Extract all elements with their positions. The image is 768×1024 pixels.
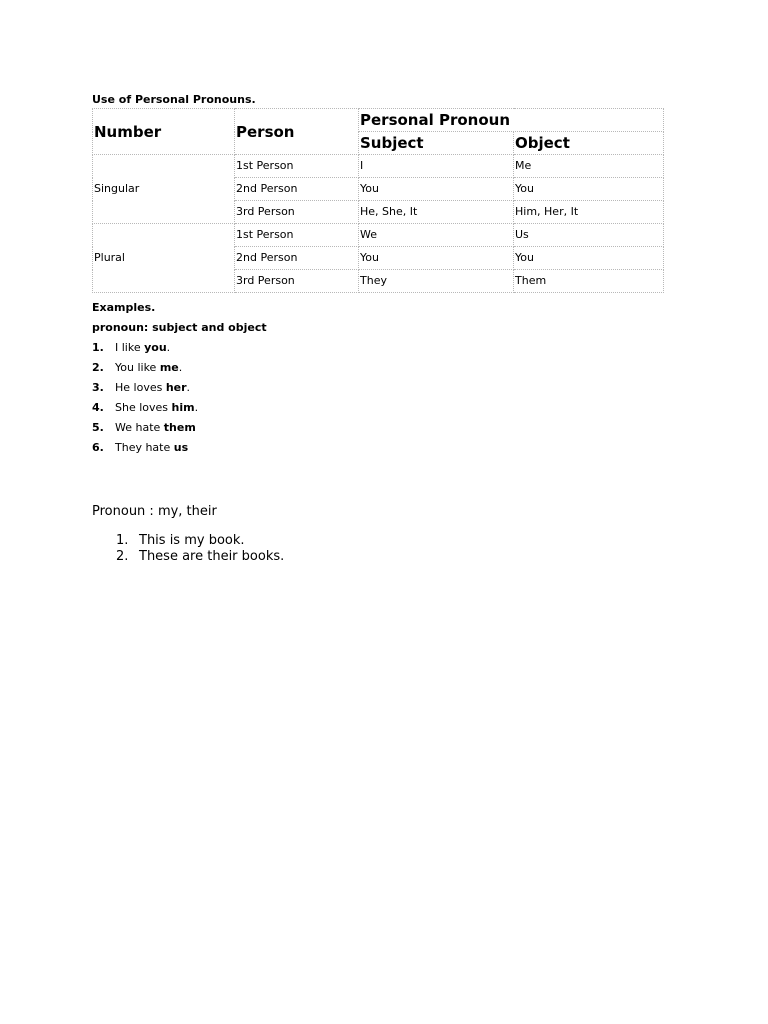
example-object: us: [173, 441, 189, 454]
possessive-example: These are their books.: [139, 549, 285, 564]
number-cell: Plural: [93, 224, 235, 293]
subject-cell: You: [359, 178, 514, 201]
example-text: You like: [115, 361, 160, 374]
object-cell: Me: [514, 155, 664, 178]
list-item: [92, 358, 672, 378]
list-item: [92, 438, 672, 458]
example-object: you: [144, 341, 167, 354]
possessive-example: This is my book.: [139, 533, 245, 548]
list-item: [92, 338, 672, 358]
list-item: [92, 533, 672, 549]
list-item: [92, 378, 672, 398]
object-cell: Us: [514, 224, 664, 247]
list-number: 2.: [116, 549, 129, 564]
person-cell: 2nd Person: [235, 247, 359, 270]
table-row: [93, 155, 664, 178]
person-cell: 1st Person: [235, 155, 359, 178]
person-cell: 1st Person: [235, 224, 359, 247]
pronoun-table: [92, 108, 664, 293]
list-item: [92, 398, 672, 418]
example-text: They hate: [115, 441, 174, 454]
header-number: Number: [93, 109, 235, 155]
object-cell: Him, Her, It: [514, 201, 664, 224]
subject-cell: They: [359, 270, 514, 293]
example-end: .: [194, 401, 199, 414]
list-number: 1.: [92, 341, 104, 354]
subject-cell: He, She, It: [359, 201, 514, 224]
document-title: Use of Personal Pronouns.: [92, 93, 256, 106]
list-number: 1.: [116, 533, 129, 548]
example-end: .: [178, 361, 183, 374]
list-item: [92, 418, 672, 438]
person-cell: 2nd Person: [235, 178, 359, 201]
person-cell: 3rd Person: [235, 201, 359, 224]
example-object: me: [159, 361, 179, 374]
possessive-list: [92, 533, 672, 565]
examples-list: [92, 338, 672, 458]
number-cell: Singular: [93, 155, 235, 224]
list-number: 5.: [92, 421, 104, 434]
header-personal-pronoun: Personal Pronoun: [359, 109, 664, 132]
table-row: [93, 224, 664, 247]
example-text: I like: [115, 341, 145, 354]
subject-cell: I: [359, 155, 514, 178]
header-subject: Subject: [359, 132, 514, 155]
object-cell: You: [514, 247, 664, 270]
example-object: them: [163, 421, 196, 434]
document-page: [92, 92, 672, 565]
list-number: 3.: [92, 381, 104, 394]
example-end: .: [166, 341, 171, 354]
example-object: her: [165, 381, 187, 394]
table-header-row: [93, 109, 664, 132]
list-number: 4.: [92, 401, 104, 414]
examples-heading: Examples.: [92, 301, 156, 314]
example-end: .: [186, 381, 191, 394]
example-text: We hate: [115, 421, 164, 434]
object-cell: Them: [514, 270, 664, 293]
examples-subheading: pronoun: subject and object: [92, 321, 267, 334]
example-text: He loves: [115, 381, 166, 394]
header-object: Object: [514, 132, 664, 155]
subject-cell: You: [359, 247, 514, 270]
object-cell: You: [514, 178, 664, 201]
list-number: 6.: [92, 441, 104, 454]
subject-cell: We: [359, 224, 514, 247]
person-cell: 3rd Person: [235, 270, 359, 293]
possessive-pronoun-line: Pronoun : my, their: [92, 504, 217, 519]
example-object: him: [171, 401, 195, 414]
list-item: [92, 549, 672, 565]
list-number: 2.: [92, 361, 104, 374]
header-person: Person: [235, 109, 359, 155]
example-text: She loves: [115, 401, 172, 414]
